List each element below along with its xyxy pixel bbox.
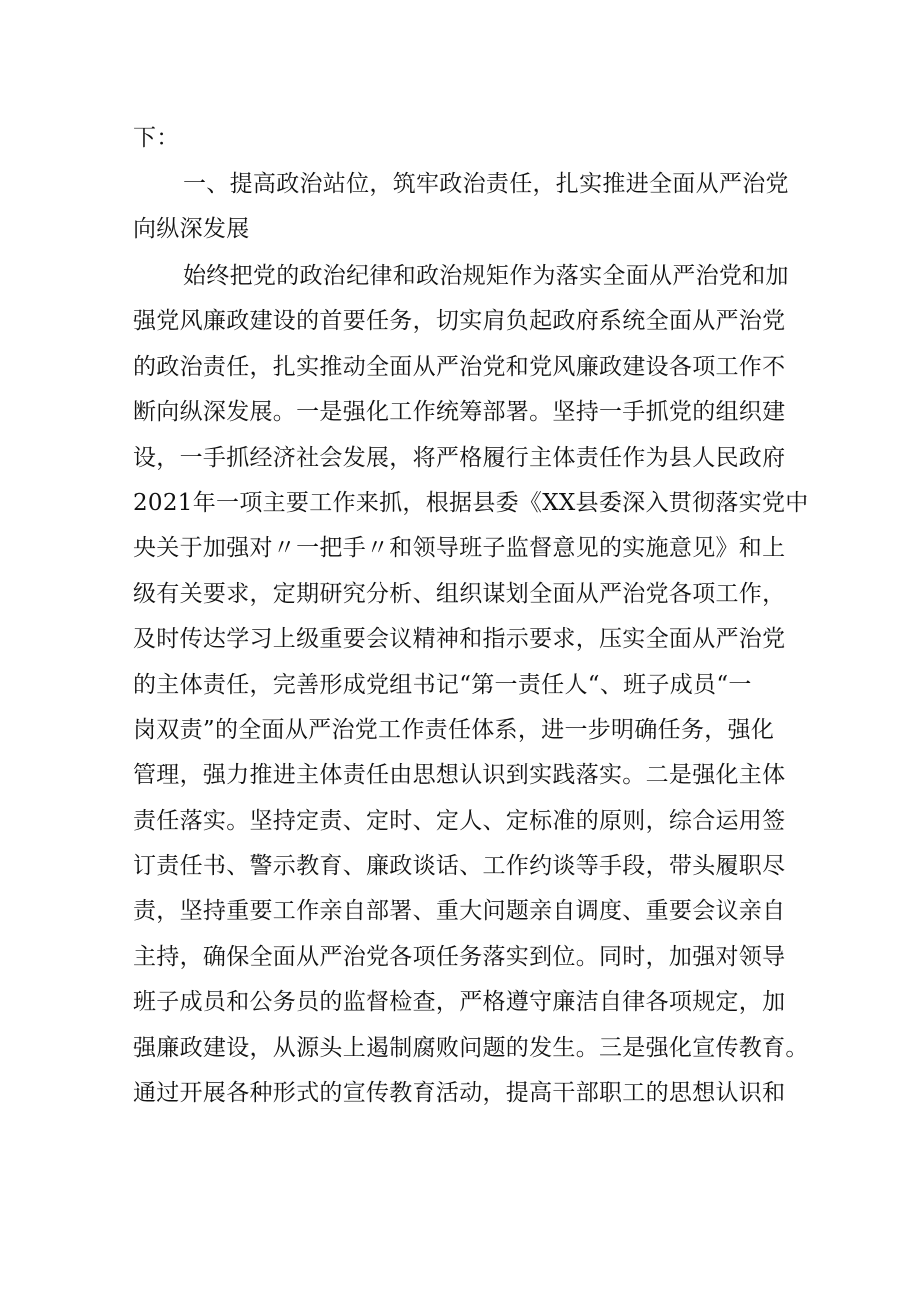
body-line: 订责任书、警示教育、廉政谈话、工作约谈等手段，带头履职尽	[133, 853, 786, 880]
body-line: 主持，确保全面从严治党各项任务落实到位。同时，加强对领导	[133, 943, 786, 970]
body-line: 设，一手抓经济社会发展，将严格履行主体责任作为县人民政府	[133, 444, 786, 471]
body-line: 央关于加强对〃一把手〃和领导班子监督意见的实施意见》和上	[133, 535, 786, 562]
body-line: 岗双责”的全面从严治党工作责任体系，进一步明确任务，强化	[133, 716, 775, 743]
heading-line: 向纵深发展	[133, 216, 250, 243]
body-line: 强廉政建设，从源头上遏制腐败问题的发生。三是强化宣传教育。	[133, 1034, 809, 1061]
body-line: 的主体责任，完善形成党组书记“第一责任人“、班子成员“一	[133, 671, 752, 698]
heading-line: 一、提高政治站位，筑牢政治责任，扎实推进全面从严治党	[183, 171, 789, 197]
continuation-line: 下：	[133, 125, 180, 151]
body-line: 责，坚持重要工作亲自部署、重大问题亲自调度、重要会议亲自	[133, 898, 786, 925]
body-line: 通过开展各种形式的宣传教育活动，提高干部职工的思想认识和	[133, 1080, 786, 1107]
body-line: 始终把党的政治纪律和政治规矩作为落实全面从严治党和加	[183, 263, 789, 289]
body-line: 管理，强力推进主体责任由思想认识到实践落实。二是强化主体	[133, 762, 786, 789]
body-line: 责任落实。坚持定责、定时、定人、定标准的原则，综合运用签	[133, 807, 786, 834]
body-line: 2021年一项主要工作来抓，根据县委《XX县委深入贯彻落实党中	[133, 489, 809, 516]
body-line: 断向纵深发展。一是强化工作统筹部署。坚持一手抓党的组织建	[133, 399, 786, 426]
body-line: 的政治责任，扎实推动全面从严治党和党风廉政建设各项工作不	[133, 353, 786, 380]
body-line: 班子成员和公务员的监督检查，严格遵守廉洁自律各项规定，加	[133, 989, 786, 1016]
body-line: 级有关要求，定期研究分析、组织谋划全面从严治党各项工作，	[133, 580, 786, 607]
section-heading	[133, 162, 793, 253]
body-line: 强党风廉政建设的首要任务，切实肩负起政府系统全面从严治党	[133, 308, 786, 335]
continuation-paragraph	[133, 116, 793, 161]
body-paragraph	[133, 254, 809, 1116]
body-line: 及时传达学习上级重要会议精神和指示要求，压实全面从严治党	[133, 626, 786, 653]
